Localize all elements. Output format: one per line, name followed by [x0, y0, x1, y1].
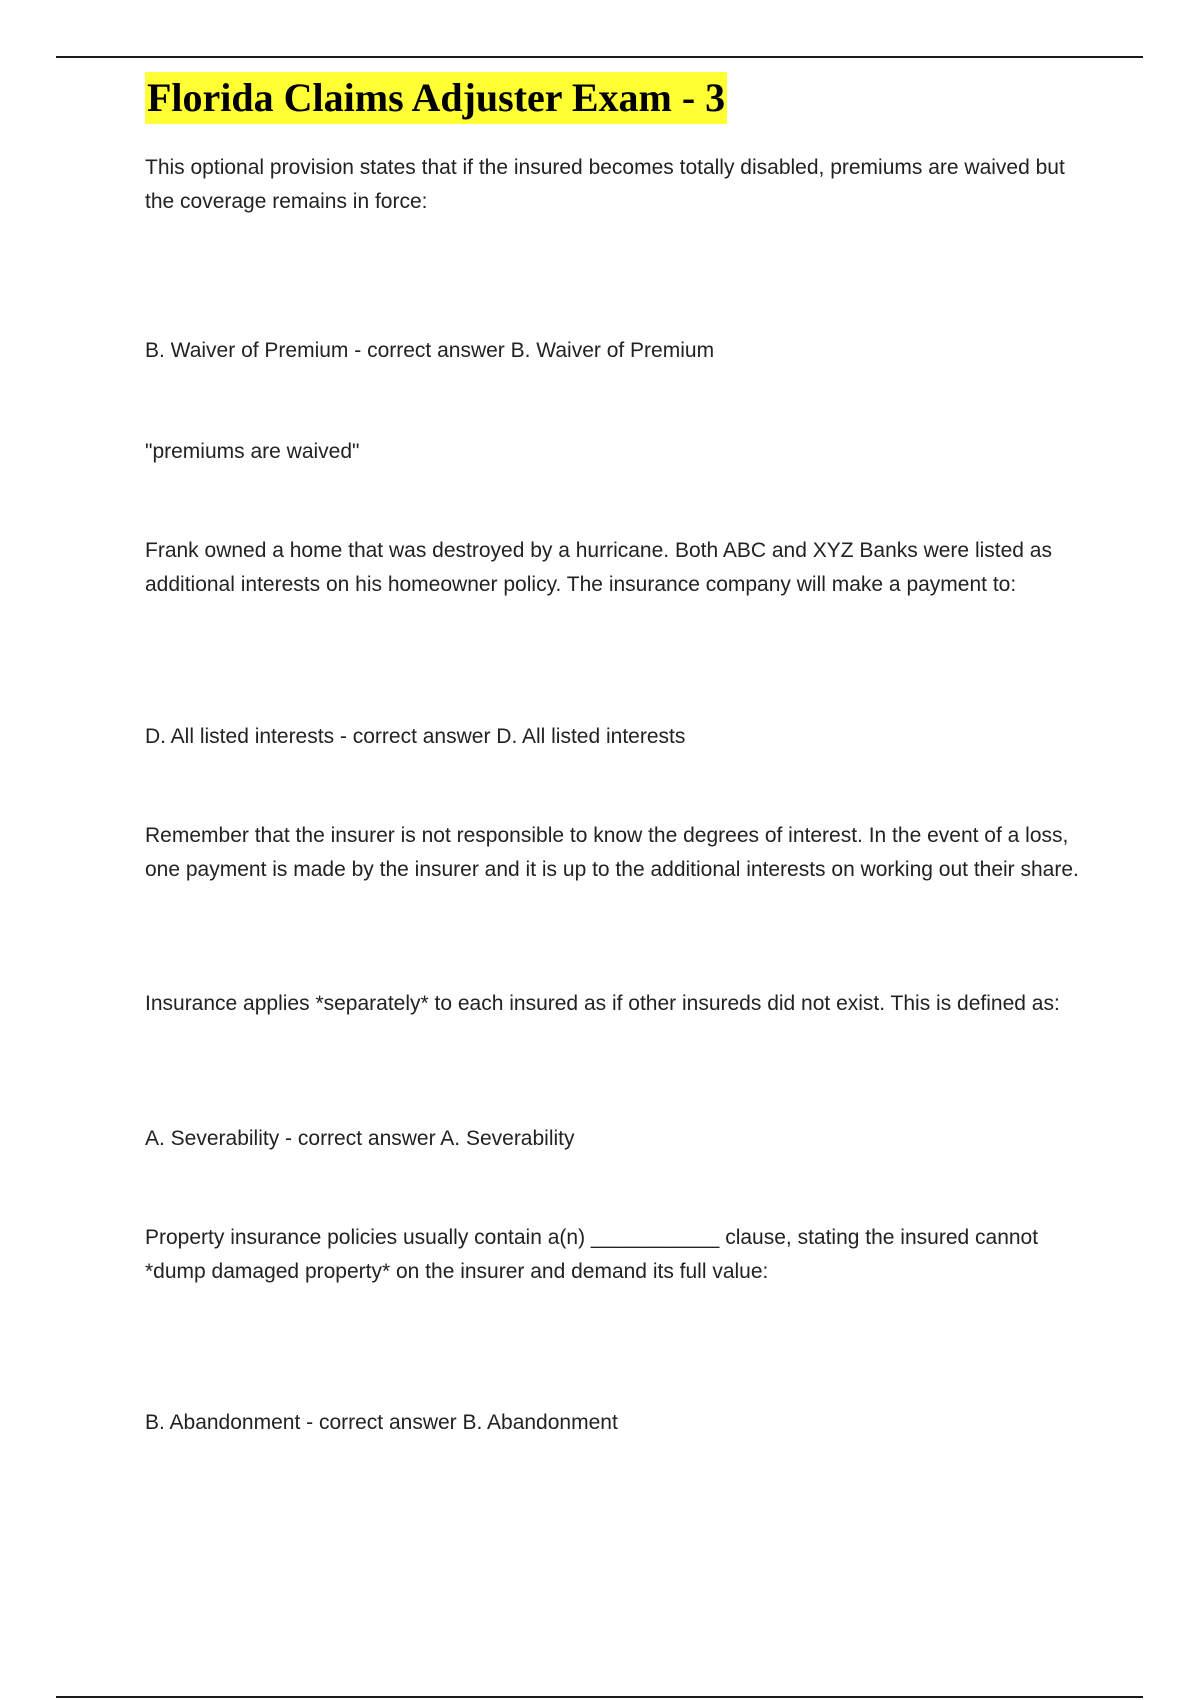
title-block [145, 72, 727, 124]
question-2-text: Frank owned a home that was destroyed by a hurricane. Both ABC and XYZ Banks were listed as additional interests on his homeowner policy. The insurance company will make a payment to: [145, 539, 1052, 596]
bottom-rule [56, 1696, 1143, 1698]
top-rule [56, 56, 1143, 58]
answer-2-text: D. All listed interests - correct answer D. All listed interests [145, 725, 686, 748]
question-4-text: Property insurance policies usually contain a(n) ___________ clause, stating the insured cannot *dump damaged property* on the insurer and demand its full value: [145, 1226, 1039, 1283]
answer-3-text: A. Severability - correct answer A. Severability [145, 1127, 575, 1150]
answer-4-text: B. Abandonment - correct answer B. Abandonment [145, 1411, 618, 1434]
question-3-text: Insurance applies *separately* to each insured as if other insureds did not exist. This is defined as: [145, 992, 1060, 1015]
answer-1-text: B. Waiver of Premium - correct answer B. Waiver of Premium [145, 339, 715, 362]
question-1-text: This optional provision states that if the insured becomes totally disabled, premiums are waived but the coverage remains in force: [145, 156, 1065, 213]
document-title: Florida Claims Adjuster Exam - 3 [145, 72, 727, 124]
explanation-2-text: Remember that the insurer is not responsible to know the degrees of interest. In the event of a loss, one payment is made by the insurer and it is up to the additional interests on working out their share. [145, 824, 1079, 881]
explanation-1-text: "premiums are waived" [145, 440, 360, 463]
